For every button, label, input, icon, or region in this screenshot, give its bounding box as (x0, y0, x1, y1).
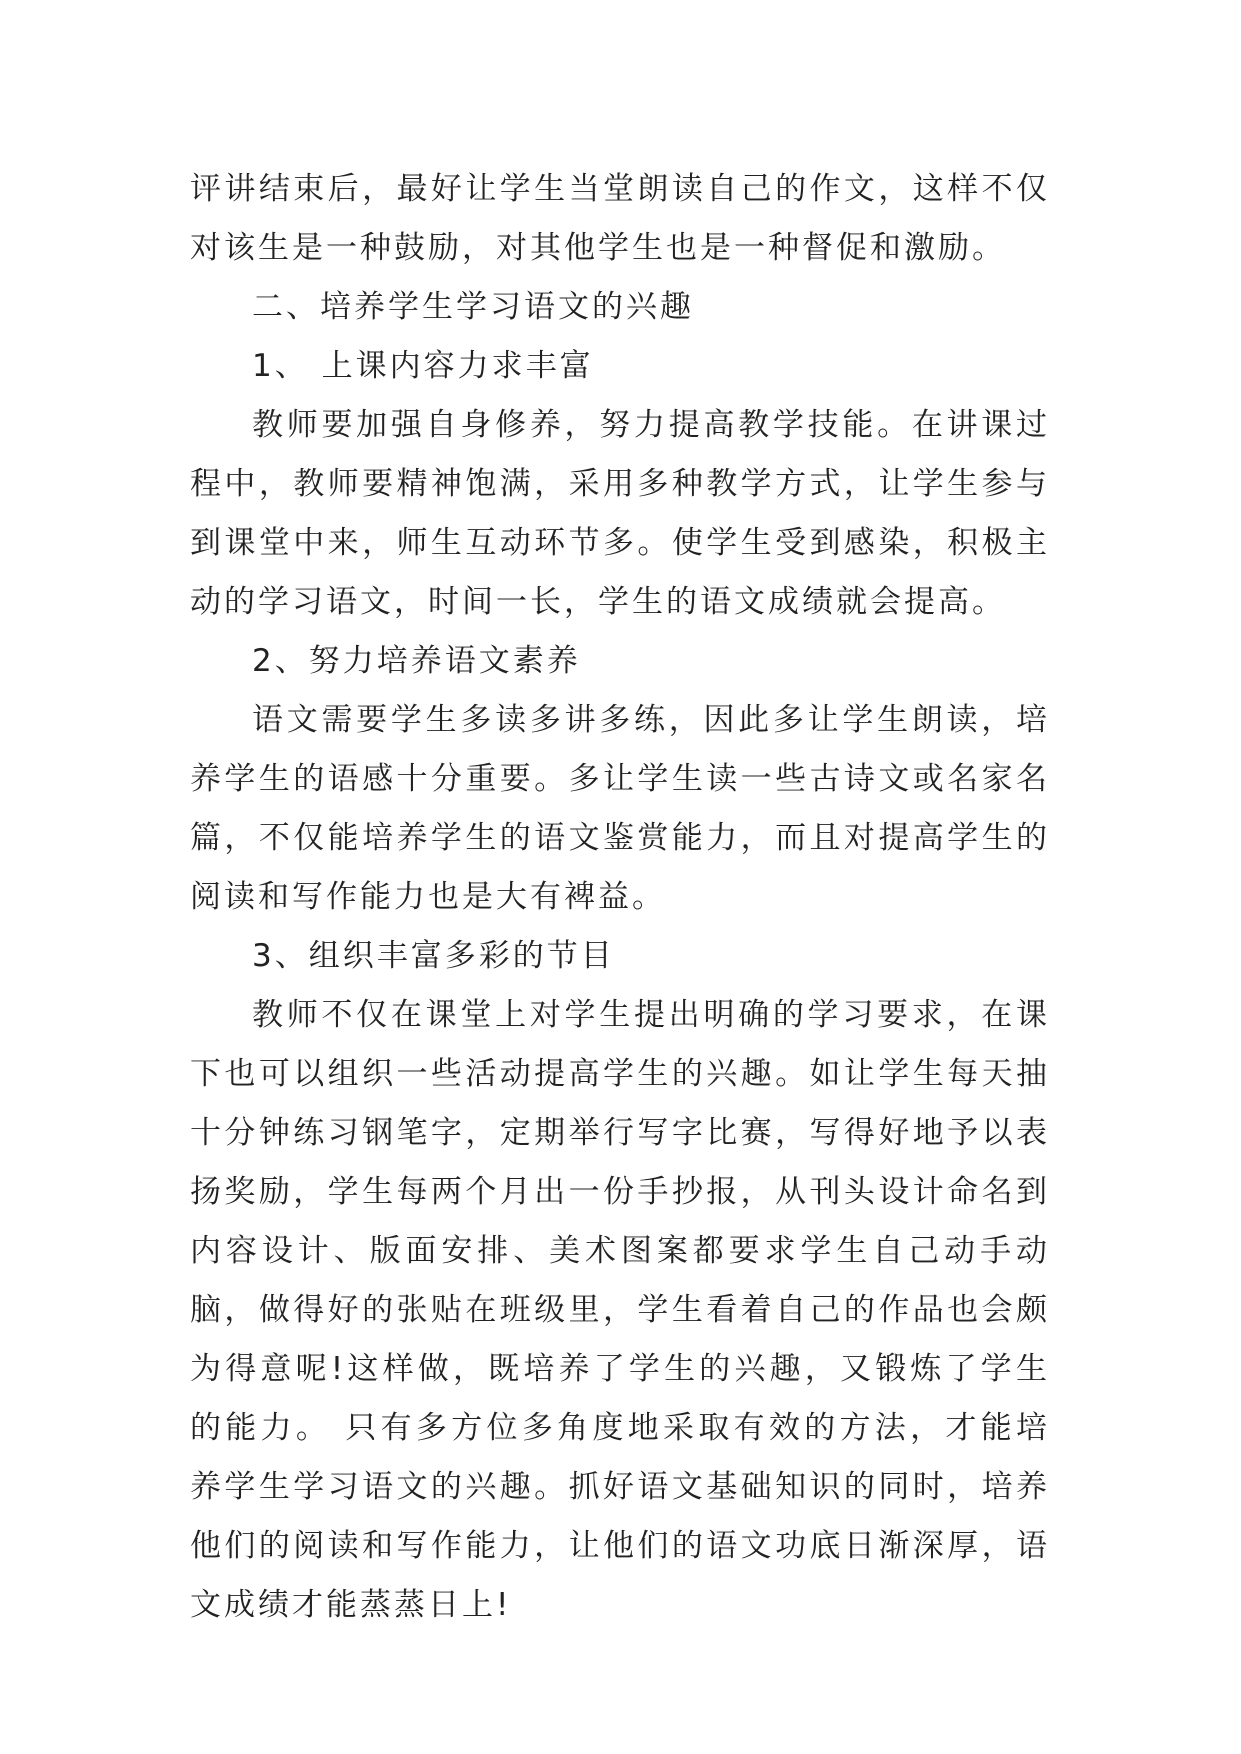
paragraph-activities: 教师不仅在课堂上对学生提出明确的学习要求，在课下也可以组织一些活动提高学生的兴趣。如让学生每天抽十分钟练习钢笔字，定期举行写字比赛，写得好地予以表扬奖励，学生每两个月出一份手抄报，从刊头设计命名到内容设计、版面安排、美术图案都要求学生自己动手动脑，做得好的张贴在班级里，学生看着自己的作品也会颇为得意呢!这样做，既培养了学生的兴趣，又锻炼了学生的能力。 只有多方位多角度地采取有效的方法，才能培养学生学习语文的兴趣。抓好语文基础知识的同时，培养他们的阅读和写作能力，让他们的语文功底日渐深厚，语文成绩才能蒸蒸日上! (190, 997, 1050, 1623)
subheading-activities: 3、组织丰富多彩的节目 (252, 938, 615, 974)
subheading-literacy: 2、努力培养语文素养 (252, 643, 581, 679)
paragraph-reading-practice: 语文需要学生多读多讲多练，因此多让学生朗读，培养学生的语感十分重要。多让学生读一些古诗文或名家名篇，不仅能培养学生的语文鉴赏能力，而且对提高学生的阅读和写作能力也是大有裨益。 (190, 702, 1050, 915)
subheading-rich-content: 1、 上课内容力求丰富 (252, 348, 594, 384)
paragraph-essay-review: 评讲结束后，最好让学生当堂朗读自己的作文，这样不仅对该生是一种鼓励，对其他学生也是一种督促和激励。 (190, 171, 1050, 266)
paragraph-teacher-skills: 教师要加强自身修养，努力提高教学技能。在讲课过程中，教师要精神饱满，采用多种教学方式，让学生参与到课堂中来，师生互动环节多。使学生受到感染，积极主动的学习语文，时间一长，学生的语文成绩就会提高。 (190, 407, 1050, 620)
document-body (190, 160, 1050, 1635)
section-heading-interest: 二、培养学生学习语文的兴趣 (252, 289, 694, 325)
